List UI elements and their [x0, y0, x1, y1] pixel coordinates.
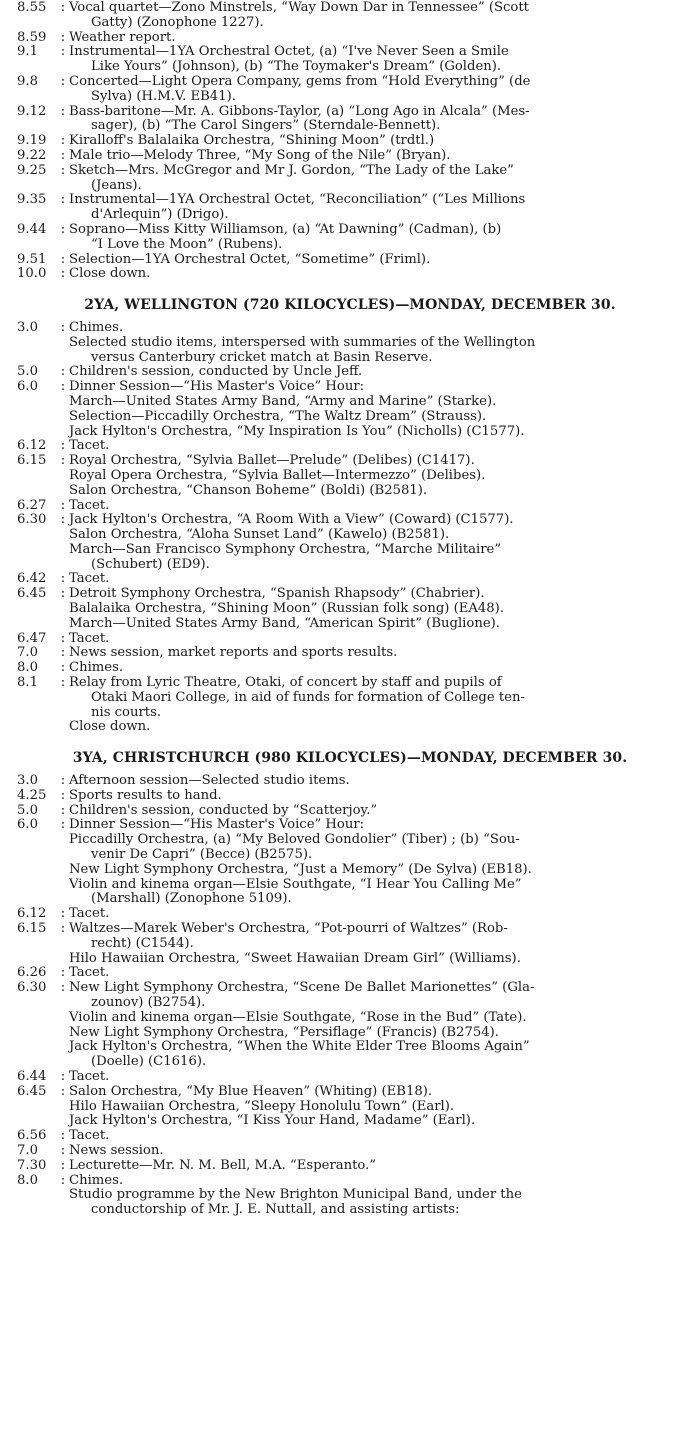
programme-item: [0, 602, 700, 617]
item-continuation: Like Yours” (Johnson), (b) “The Toymaker's Dream” (Golden).: [91, 59, 502, 75]
item-body: [69, 528, 682, 543]
time-colon: :: [60, 497, 66, 513]
item-text: Lecturette—Mr. N. M. Bell, M.A. “Esperanto.”: [69, 1157, 377, 1173]
item-continuation: “I Love the Moon” (Rubens).: [91, 236, 283, 252]
item-body: [69, 774, 682, 789]
item-body: [69, 804, 682, 819]
time-colon: :: [60, 645, 66, 661]
programme-item: [0, 661, 700, 676]
item-body: [69, 164, 682, 194]
time-label: 9.22: [17, 147, 47, 163]
programme-item: [0, 981, 700, 1011]
programme-item: [0, 75, 700, 105]
item-continuation: sager), (b) “The Carol Singers” (Sterndale-Bennett).: [91, 118, 441, 134]
programme-item: [0, 528, 700, 543]
programme-item: [0, 365, 700, 380]
item-text: Selection—1YA Orchestral Octet, “Sometime” (Friml).: [69, 251, 431, 267]
time-colon: :: [60, 1068, 66, 1084]
time-label: 8.0: [17, 660, 38, 676]
programme-item: [0, 1085, 700, 1100]
time-label: 9.35: [17, 192, 47, 208]
item-text: Sports results to hand.: [69, 787, 222, 803]
item-body: [69, 484, 682, 499]
time-colon: :: [60, 364, 66, 380]
item-body: [69, 513, 682, 528]
programme-item: [0, 395, 700, 410]
time-label: 3.0: [17, 773, 38, 789]
programme-item: [0, 632, 700, 647]
programme-item: [0, 1040, 700, 1070]
item-body: [69, 789, 682, 804]
item-text: Instrumental—1YA Orchestral Octet, (a) “I've Never Seen a Smile: [69, 44, 509, 60]
time-label: 6.12: [17, 906, 47, 922]
programme-item: [0, 1144, 700, 1159]
time-colon: :: [60, 630, 66, 646]
item-text: Chimes.: [69, 660, 124, 676]
item-body: [69, 380, 682, 395]
section-3ya-christchurch: [0, 751, 700, 1218]
item-body: [69, 365, 682, 380]
programme-item: [0, 454, 700, 469]
time-colon: :: [60, 921, 66, 937]
item-continuation: (Schubert) (ED9).: [91, 556, 210, 572]
time-colon: :: [60, 133, 66, 149]
programme-item: [0, 720, 700, 735]
programme-item: [0, 1100, 700, 1115]
item-text: News session, market reports and sports results.: [69, 645, 398, 661]
time-label: 6.45: [17, 586, 47, 602]
item-continuation: nis courts.: [91, 704, 162, 720]
item-body: [69, 1188, 682, 1218]
time-colon: :: [60, 1083, 66, 1099]
item-body: [69, 966, 682, 981]
item-body: [69, 439, 682, 454]
time-label: 8.55: [17, 0, 47, 15]
item-body: [69, 425, 682, 440]
item-body: [69, 395, 682, 410]
item-text: Tacet.: [69, 497, 110, 513]
item-text: Soprano—Miss Kitty Williamson, (a) “At Dawning” (Cadman), (b): [69, 221, 502, 237]
item-text: Jack Hylton's Orchestra, “A Room With a View” (Coward) (C1577).: [69, 512, 514, 528]
item-text: Tacet.: [69, 1128, 110, 1144]
time-colon: :: [60, 1157, 66, 1173]
item-text: Chimes.: [69, 1172, 124, 1188]
time-label: 9.44: [17, 221, 47, 237]
item-text: Jack Hylton's Orchestra, “My Inspiration Is You” (Nicholls) (C1577).: [69, 423, 525, 439]
item-text: Violin and kinema organ—Elsie Southgate, “Rose in the Bud” (Tate).: [69, 1009, 527, 1025]
item-text: Instrumental—1YA Orchestral Octet, “Reconciliation” (“Les Millions: [69, 192, 526, 208]
time-colon: :: [60, 438, 66, 454]
item-body: [69, 922, 682, 952]
time-label: 9.8: [17, 73, 38, 89]
item-text: Dinner Session—“His Master's Voice” Hour:: [69, 817, 365, 833]
time-label: 9.12: [17, 103, 47, 119]
item-body: [69, 31, 682, 46]
item-body: [69, 1026, 682, 1041]
item-text: Hilo Hawaiian Orchestra, “Sleepy Honolulu Town” (Earl).: [69, 1098, 455, 1114]
item-text: Salon Orchestra, “Chanson Boheme” (Boldi) (B2581).: [69, 482, 428, 498]
section-1yacontinuation: [0, 0, 700, 282]
time-label: 6.12: [17, 438, 47, 454]
item-body: [69, 587, 682, 602]
time-label: 6.47: [17, 630, 47, 646]
programme-item: [0, 410, 700, 425]
time-label: 8.0: [17, 1172, 38, 1188]
time-colon: :: [60, 675, 66, 691]
time-label: 6.27: [17, 497, 47, 513]
item-text: Close down.: [69, 266, 151, 282]
item-text: Dinner Session—“His Master's Voice” Hour:: [69, 379, 365, 395]
item-continuation: Sylva) (H.M.V. EB41).: [91, 88, 236, 104]
time-colon: :: [60, 802, 66, 818]
item-body: [69, 572, 682, 587]
item-body: [69, 1174, 682, 1189]
item-text: Weather report.: [69, 29, 176, 45]
item-body: [69, 336, 682, 366]
item-text: Concerted—Light Opera Company, gems from “Hold Everything” (de: [69, 73, 531, 89]
item-body: [69, 1, 682, 31]
programme-item: [0, 469, 700, 484]
item-text: Tacet.: [69, 965, 110, 981]
item-text: March—San Francisco Symphony Orchestra, “Marche Militaire”: [69, 541, 502, 557]
item-body: [69, 676, 682, 720]
item-body: [69, 149, 682, 164]
programme-item: [0, 193, 700, 223]
time-colon: :: [60, 980, 66, 996]
item-text: New Light Symphony Orchestra, “Persiflage” (Francis) (B2754).: [69, 1024, 499, 1040]
item-text: Selection—Piccadilly Orchestra, “The Waltz Dream” (Strauss).: [69, 408, 487, 424]
programme-item: [0, 267, 700, 282]
item-body: [69, 878, 682, 908]
time-colon: :: [60, 266, 66, 282]
item-body: [69, 45, 682, 75]
programme-item: [0, 646, 700, 661]
item-body: [69, 661, 682, 676]
item-text: Vocal quartet—Zono Minstrels, “Way Down Dar in Tennessee” (Scott: [69, 0, 529, 15]
time-label: 6.42: [17, 571, 47, 587]
item-text: Children's session, conducted by Uncle Jeff.: [69, 364, 363, 380]
programme-item: [0, 863, 700, 878]
item-body: [69, 267, 682, 282]
item-text: Royal Orchestra, “Sylvia Ballet—Prelude” (Delibes) (C1417).: [69, 453, 475, 469]
item-body: [69, 833, 682, 863]
programme-item: [0, 1114, 700, 1129]
programme-item: [0, 149, 700, 164]
programme-item: [0, 1070, 700, 1085]
programme-item: [0, 105, 700, 135]
item-body: [69, 981, 682, 1011]
item-body: [69, 499, 682, 514]
item-continuation: conductorship of Mr. J. E. Nuttall, and assisting artists:: [91, 1202, 460, 1218]
item-body: [69, 1085, 682, 1100]
time-colon: :: [60, 162, 66, 178]
time-label: 5.0: [17, 802, 38, 818]
item-body: [69, 1100, 682, 1115]
time-label: 6.45: [17, 1083, 47, 1099]
item-continuation: d'Arlequin”) (Drigo).: [91, 207, 229, 223]
programme-item: [0, 774, 700, 789]
time-label: 9.19: [17, 133, 47, 149]
time-colon: :: [60, 147, 66, 163]
time-colon: :: [60, 379, 66, 395]
programme-item: [0, 484, 700, 499]
item-text: Tacet.: [69, 906, 110, 922]
item-text: Bass-baritone—Mr. A. Gibbons-Taylor, (a) “Long Ago in Alcala” (Mes-: [69, 103, 530, 119]
item-body: [69, 602, 682, 617]
item-text: New Light Symphony Orchestra, “Scene De Ballet Marionettes” (Gla-: [69, 980, 535, 996]
item-body: [69, 223, 682, 253]
programme-item: [0, 499, 700, 514]
programme-item: [0, 922, 700, 952]
item-body: [69, 1129, 682, 1144]
item-text: Detroit Symphony Orchestra, “Spanish Rhapsody” (Chabrier).: [69, 586, 485, 602]
section-2ya-wellington: [0, 298, 700, 735]
time-label: 10.0: [17, 266, 47, 282]
programme-item: [0, 1011, 700, 1026]
time-colon: :: [60, 1128, 66, 1144]
programme-item: [0, 789, 700, 804]
time-label: 7.30: [17, 1157, 47, 1173]
programme-item: [0, 1129, 700, 1144]
time-colon: :: [60, 660, 66, 676]
item-body: [69, 543, 682, 573]
programme-item: [0, 1188, 700, 1218]
item-text: Studio programme by the New Brighton Municipal Band, under the: [69, 1187, 522, 1203]
item-text: Piccadilly Orchestra, (a) “My Beloved Gondolier” (Tiber) ; (b) “Sou-: [69, 832, 520, 848]
section-heading: 3YA, CHRISTCHURCH (980 KILOCYCLES)—MONDAY, DECEMBER 30.: [72, 750, 628, 767]
item-continuation: recht) (C1544).: [91, 935, 194, 951]
time-label: 7.0: [17, 1142, 38, 1158]
programme-item: [0, 439, 700, 454]
time-colon: :: [60, 73, 66, 89]
time-label: 5.0: [17, 364, 38, 380]
programme-item: [0, 617, 700, 632]
time-colon: :: [60, 192, 66, 208]
time-label: 8.1: [17, 675, 38, 691]
time-colon: :: [60, 0, 66, 15]
time-label: 9.25: [17, 162, 47, 178]
time-label: 7.0: [17, 645, 38, 661]
programme-item: [0, 1026, 700, 1041]
programme-item: [0, 1174, 700, 1189]
item-continuation: zounov) (B2754).: [91, 995, 206, 1010]
time-label: 6.0: [17, 379, 38, 395]
item-text: Hilo Hawaiian Orchestra, “Sweet Hawaiian Dream Girl” (Williams).: [69, 950, 521, 966]
programme-item: [0, 134, 700, 149]
time-label: 6.56: [17, 1128, 47, 1144]
item-body: [69, 720, 682, 735]
item-text: Close down.: [69, 719, 151, 735]
item-body: [69, 1114, 682, 1129]
item-body: [69, 1144, 682, 1159]
item-text: March—United States Army Band, “American Spirit” (Buglione).: [69, 615, 500, 631]
item-continuation: versus Canterbury cricket match at Basin Reserve.: [91, 349, 433, 365]
item-body: [69, 75, 682, 105]
time-colon: :: [60, 44, 66, 60]
item-continuation: (Doelle) (C1616).: [91, 1054, 207, 1070]
time-label: 9.1: [17, 44, 38, 60]
item-text: Kiralloff's Balalaika Orchestra, “Shining Moon” (trdtl.): [69, 133, 435, 149]
time-label: 6.30: [17, 512, 47, 528]
programme-item: [0, 804, 700, 819]
time-label: 4.25: [17, 787, 47, 803]
programme-item: [0, 253, 700, 268]
time-colon: :: [60, 586, 66, 602]
item-text: Jack Hylton's Orchestra, “I Kiss Your Hand, Madame” (Earl).: [69, 1113, 476, 1129]
programme-item: [0, 818, 700, 833]
programme-item: [0, 45, 700, 75]
item-continuation: (Jeans).: [91, 177, 142, 193]
time-label: 6.15: [17, 921, 47, 937]
item-body: [69, 105, 682, 135]
item-text: Tacet.: [69, 1068, 110, 1084]
programme-item: [0, 380, 700, 395]
item-text: Royal Opera Orchestra, “Sylvia Ballet—Intermezzo” (Delibes).: [69, 467, 486, 483]
item-continuation: Otaki Maori College, in aid of funds for formation of College ten-: [91, 689, 525, 705]
time-colon: :: [60, 787, 66, 803]
programme-item: [0, 1, 700, 31]
item-text: Afternoon session—Selected studio items.: [69, 773, 350, 789]
item-body: [69, 134, 682, 149]
item-text: News session.: [69, 1142, 164, 1158]
programme-item: [0, 966, 700, 981]
programme-item: [0, 425, 700, 440]
item-body: [69, 1011, 682, 1026]
time-label: 6.15: [17, 453, 47, 469]
time-colon: :: [60, 1142, 66, 1158]
item-body: [69, 454, 682, 469]
item-text: Tacet.: [69, 630, 110, 646]
time-label: 6.30: [17, 980, 47, 996]
programme-item: [0, 952, 700, 967]
item-body: [69, 632, 682, 647]
item-continuation: (Marshall) (Zonophone 5109).: [91, 891, 292, 907]
programme-item: [0, 336, 700, 366]
item-text: March—United States Army Band, “Army and Marine” (Starke).: [69, 393, 497, 409]
item-body: [69, 818, 682, 833]
programme-item: [0, 676, 700, 720]
item-body: [69, 952, 682, 967]
time-colon: :: [60, 773, 66, 789]
programme-item: [0, 31, 700, 46]
programme-item: [0, 543, 700, 573]
time-colon: :: [60, 965, 66, 981]
item-body: [69, 1070, 682, 1085]
item-text: Male trio—Melody Three, “My Song of the Nile” (Bryan).: [69, 147, 451, 163]
time-colon: :: [60, 29, 66, 45]
item-body: [69, 1040, 682, 1070]
time-label: 6.44: [17, 1068, 47, 1084]
item-text: Tacet.: [69, 571, 110, 587]
programme-item: [0, 572, 700, 587]
programme-item: [0, 833, 700, 863]
programme-item: [0, 513, 700, 528]
time-label: 6.0: [17, 817, 38, 833]
item-body: [69, 193, 682, 223]
programme-item: [0, 223, 700, 253]
programme-item: [0, 164, 700, 194]
item-body: [69, 253, 682, 268]
time-colon: :: [60, 817, 66, 833]
time-colon: :: [60, 251, 66, 267]
time-label: 9.51: [17, 251, 47, 267]
time-colon: :: [60, 103, 66, 119]
item-text: Relay from Lyric Theatre, Otaki, of concert by staff and pupils of: [69, 675, 502, 691]
programme-item: [0, 907, 700, 922]
item-body: [69, 863, 682, 878]
time-label: 8.59: [17, 29, 47, 45]
time-colon: :: [60, 571, 66, 587]
item-text: Children's session, conducted by “Scatterjoy.”: [69, 802, 378, 818]
item-continuation: Gatty) (Zonophone 1227).: [91, 14, 264, 30]
item-body: [69, 1159, 682, 1174]
time-colon: :: [60, 221, 66, 237]
programme-item: [0, 878, 700, 908]
time-colon: :: [60, 319, 66, 335]
item-text: Tacet.: [69, 438, 110, 454]
item-text: New Light Symphony Orchestra, “Just a Memory” (De Sylva) (EB18).: [69, 861, 532, 877]
item-text: Waltzes—Marek Weber's Orchestra, “Pot-pourri of Waltzes” (Rob-: [69, 921, 508, 937]
item-continuation: venir De Capri” (Becce) (B2575).: [91, 847, 313, 863]
time-label: 6.26: [17, 965, 47, 981]
item-text: Sketch—Mrs. McGregor and Mr J. Gordon, “The Lady of the Lake”: [69, 162, 514, 178]
item-body: [69, 321, 682, 336]
item-text: Balalaika Orchestra, “Shining Moon” (Russian folk song) (EA48).: [69, 601, 505, 617]
item-body: [69, 469, 682, 484]
programme-item: [0, 587, 700, 602]
item-text: Chimes.: [69, 319, 124, 335]
time-colon: :: [60, 906, 66, 922]
item-text: Jack Hylton's Orchestra, “When the White Elder Tree Blooms Again”: [69, 1039, 530, 1055]
item-body: [69, 410, 682, 425]
item-text: Salon Orchestra, “Aloha Sunset Land” (Kawelo) (B2581).: [69, 527, 450, 543]
time-label: 3.0: [17, 319, 38, 335]
programme-item: [0, 321, 700, 336]
item-body: [69, 617, 682, 632]
item-text: Salon Orchestra, “My Blue Heaven” (Whiting) (EB18).: [69, 1083, 433, 1099]
item-text: Violin and kinema organ—Elsie Southgate, “I Hear You Calling Me”: [69, 876, 522, 892]
time-colon: :: [60, 512, 66, 528]
programme-item: [0, 1159, 700, 1174]
item-body: [69, 646, 682, 661]
item-body: [69, 907, 682, 922]
item-text: Selected studio items, interspersed with summaries of the Wellington: [69, 334, 536, 350]
time-colon: :: [60, 1172, 66, 1188]
time-colon: :: [60, 453, 66, 469]
section-heading: 2YA, WELLINGTON (720 KILOCYCLES)—MONDAY, DECEMBER 30.: [84, 297, 616, 314]
